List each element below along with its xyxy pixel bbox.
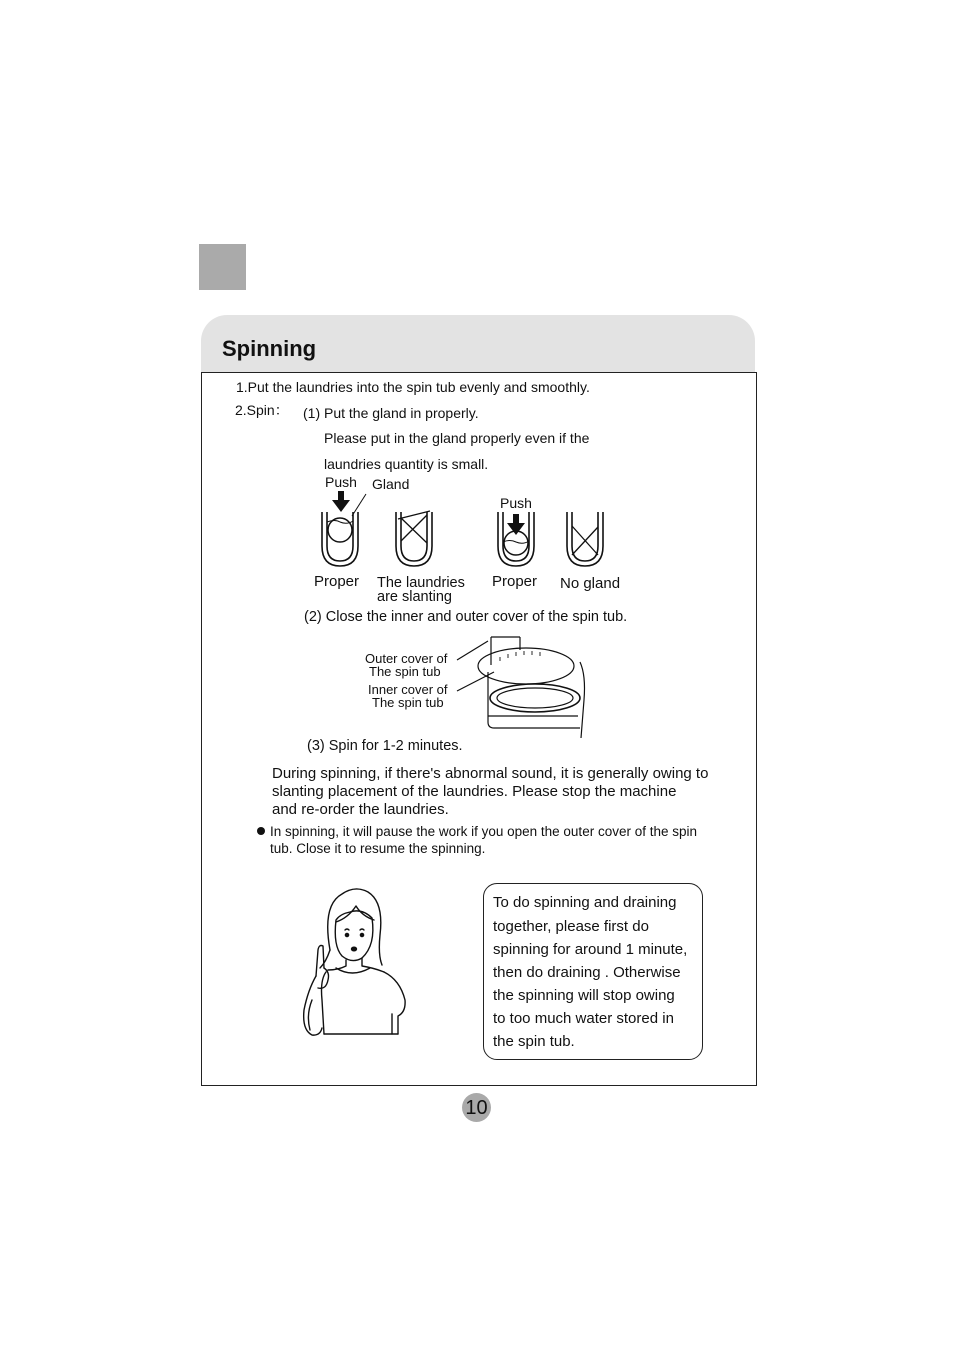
warning-line1: During spinning, if there's abnormal sound, it is generally owing to <box>272 765 709 782</box>
substep-1-note-line1: Please put in the gland properly even if the <box>324 430 590 446</box>
caption-no-gland: No gland <box>560 575 621 592</box>
outer-cover-label-line2: The spin tub <box>369 664 441 679</box>
page-title: Spinning <box>222 336 317 361</box>
substep-3-text: (3) Spin for 1-2 minutes. <box>307 738 463 754</box>
gland-label: Gland <box>372 476 410 492</box>
tip-line2: together, please first do <box>493 918 649 935</box>
caption-proper-2: Proper <box>492 573 538 590</box>
warning-line2: slanting placement of the laundries. Please stop the machine <box>272 783 677 800</box>
caption-proper-1: Proper <box>314 573 360 590</box>
push-label-2: Push <box>500 495 532 511</box>
bullet-line2: tub. Close it to resume the spinning. <box>270 841 486 856</box>
caption-slanting-line1: The laundries <box>377 575 465 591</box>
outer-cover-label-line1: Outer cover of <box>365 651 448 666</box>
inner-cover-label-line1: Inner cover of <box>368 682 448 697</box>
step-1-text: 1.Put the laundries into the spin tub evenly and smoothly. <box>236 379 590 395</box>
bullet-line1: In spinning, it will pause the work if you open the outer cover of the spin <box>270 824 697 839</box>
step-2-label: 2.Spin： <box>235 402 289 418</box>
tip-line1: To do spinning and draining <box>493 894 677 911</box>
tip-line6: to too much water stored in <box>493 1010 674 1027</box>
warning-line3: and re-order the laundries. <box>272 801 449 818</box>
tip-line3: spinning for around 1 minute, <box>493 941 688 958</box>
caption-slanting-line2: are slanting <box>377 589 452 605</box>
push-label-1: Push <box>325 474 357 490</box>
tip-line4: then do draining . Otherwise <box>493 964 681 981</box>
tip-line5: the spinning will stop owing <box>493 987 675 1004</box>
page-number: 10 <box>465 1097 488 1119</box>
substep-1-note-line2: laundries quantity is small. <box>324 456 489 472</box>
substep-1-text: (1) Put the gland in properly. <box>303 405 479 421</box>
substep-2-text: (2) Close the inner and outer cover of the spin tub. <box>304 609 628 625</box>
tip-line7: the spin tub. <box>493 1033 575 1050</box>
inner-cover-label-line2: The spin tub <box>372 695 444 710</box>
